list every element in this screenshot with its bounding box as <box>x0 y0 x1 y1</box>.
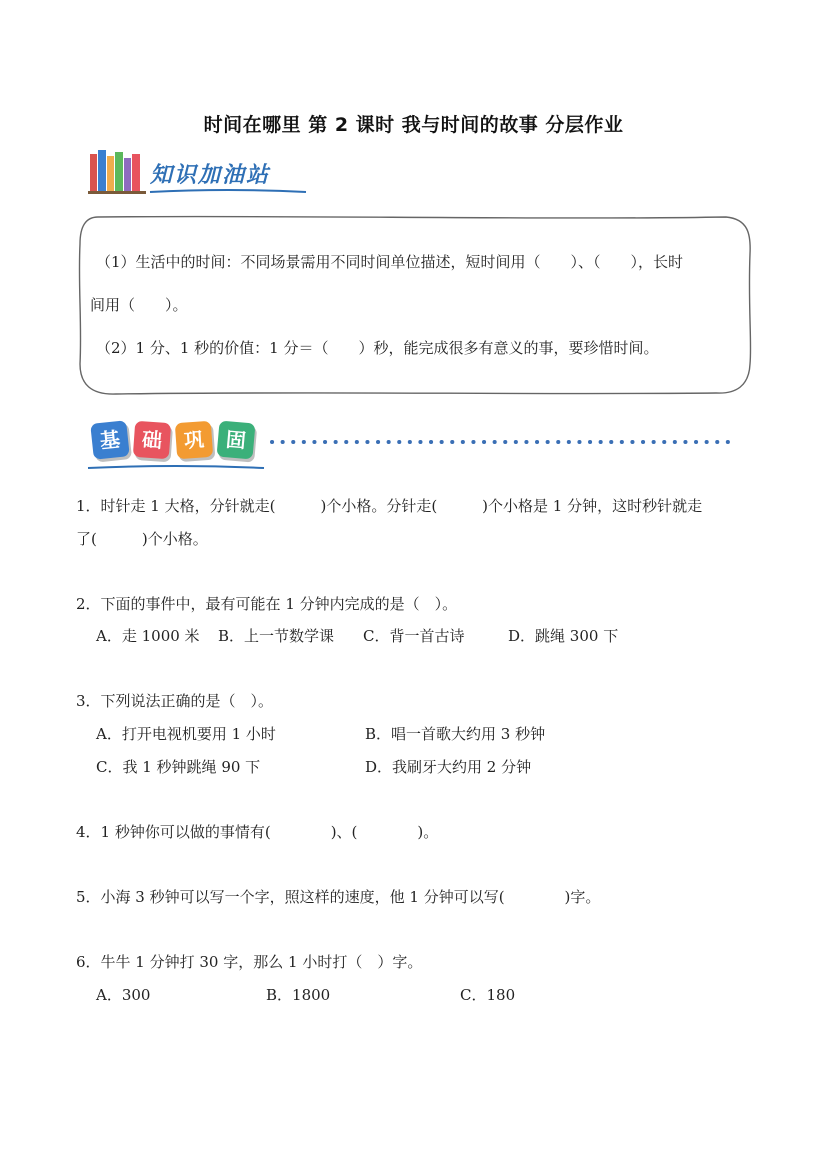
knowledge-line-2: 间用（ ）。 <box>90 296 188 314</box>
question-2-option-c: C．背一首古诗 <box>363 627 465 645</box>
question-3-option-b: B．唱一首歌大约用 3 秒钟 <box>365 725 546 743</box>
knowledge-heading: 知识加油站 <box>150 163 271 188</box>
question-3-option-d: D．我刷牙大约用 2 分钟 <box>365 758 532 776</box>
question-6-option-a: A．300 <box>96 986 151 1004</box>
section-header <box>92 422 260 458</box>
question-2-option-a: A．走 1000 米 <box>96 627 200 645</box>
section-tile-1: 基 <box>90 420 130 460</box>
question-2-option-b: B．上一节数学课 <box>218 627 335 645</box>
section-tile-2: 础 <box>133 421 171 459</box>
question-6-option-c: C．180 <box>460 986 516 1004</box>
question-1-line-2: 了( )个小格。 <box>76 530 208 548</box>
section-underline <box>86 462 266 472</box>
knowledge-line-3: （2）1 分、1 秒的价值：1 分＝（ ）秒，能完成很多有意义的事，要珍惜时间。 <box>96 339 659 357</box>
knowledge-header <box>88 150 318 198</box>
question-4: 4．1 秒钟你可以做的事情有( )、( )。 <box>76 823 439 841</box>
page-title: 时间在哪里 第 2 课时 我与时间的故事 分层作业 <box>203 114 624 136</box>
question-3-option-c: C．我 1 秒钟跳绳 90 下 <box>96 758 261 776</box>
question-2-option-d: D．跳绳 300 下 <box>508 627 619 645</box>
question-3-option-a: A．打开电视机要用 1 小时 <box>96 725 276 743</box>
question-6-stem: 6．牛牛 1 分钟打 30 字，那么 1 小时打（ ）字。 <box>76 953 423 971</box>
question-1-line-1: 1．时针走 1 大格，分针就走( )个小格。分针走( )个小格是 1 分钟，这时秒针就走 <box>76 497 703 515</box>
section-tile-4: 固 <box>216 420 255 459</box>
heading-underline <box>148 186 308 196</box>
books-icon <box>88 150 148 194</box>
dotted-divider <box>270 437 740 447</box>
question-2-stem: 2．下面的事件中，最有可能在 1 分钟内完成的是（ ）。 <box>76 595 458 613</box>
question-5: 5．小海 3 秒钟可以写一个字，照这样的速度，他 1 分钟可以写( )字。 <box>76 888 601 906</box>
question-3-stem: 3．下列说法正确的是（ ）。 <box>76 692 274 710</box>
question-6-option-b: B．1800 <box>266 986 331 1004</box>
knowledge-line-1: （1）生活中的时间：不同场景需用不同时间单位描述，短时间用（ ）、（ ），长时 <box>96 253 684 271</box>
section-tile-3: 巩 <box>175 421 213 459</box>
